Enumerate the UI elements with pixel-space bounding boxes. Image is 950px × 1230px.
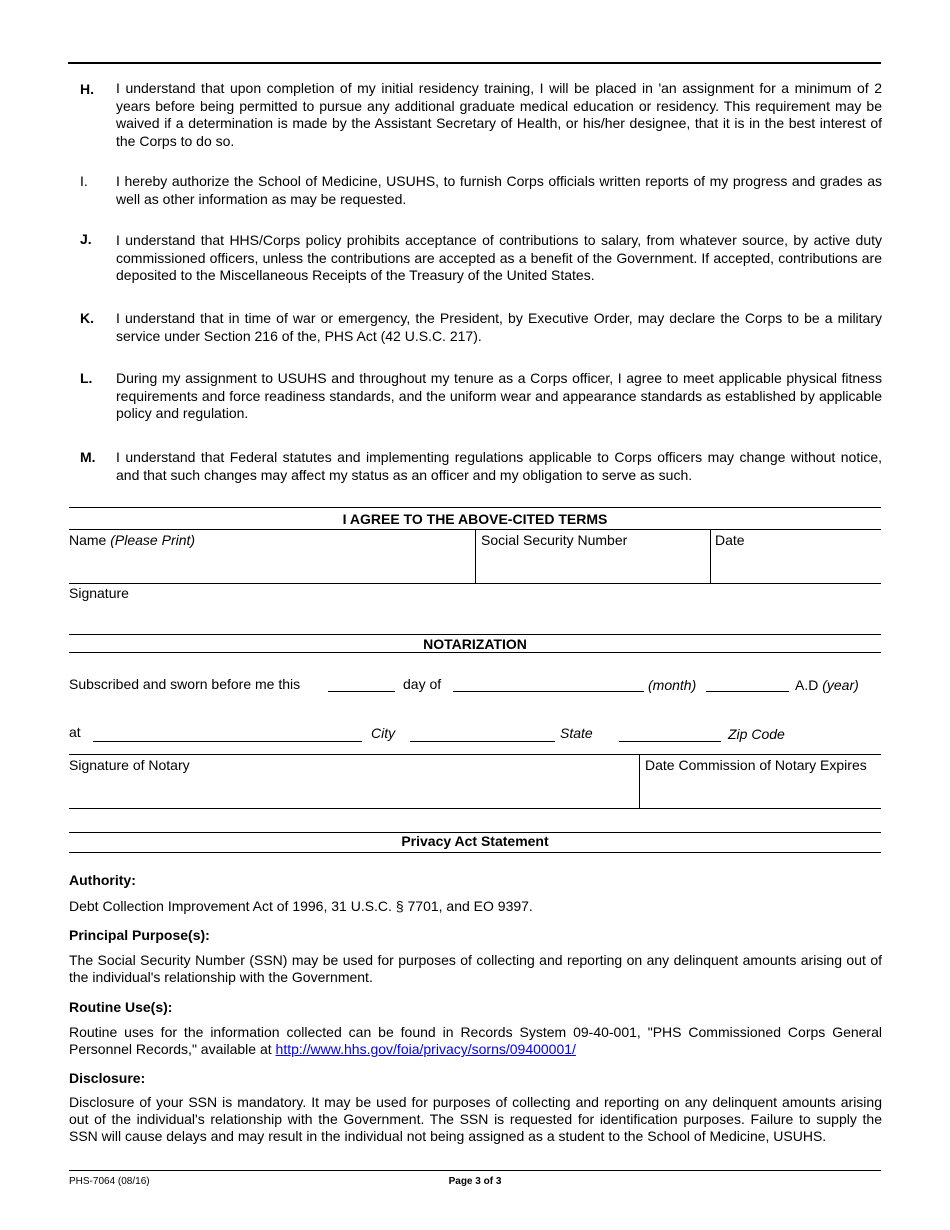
notarization-top-rule [69, 634, 881, 635]
item-text-j: I understand that HHS/Corps policy prohibits acceptance of contributions to salary, from whatever source, by active duty commissioned officers, unless the contributions are accepted as a benefit of the Government. If accepted, contributions are deposited to the Miscellaneous Receipts of the Treasury of the United States. [116, 232, 882, 284]
month-blank[interactable] [453, 691, 644, 692]
agree-heading: I AGREE TO THE ABOVE-CITED TERMS [342, 511, 608, 527]
item-letter-l: L. [80, 370, 93, 386]
page-number: Page 3 of 3 [448, 1176, 502, 1187]
item-text-l: During my assignment to USUHS and throughout my tenure as a Corps officer, I agree to meet applicable physical fitness requirements and force readiness standards, and the uniform wear and appearance standards as established by applicable policy and regulation. [116, 370, 882, 422]
agree-top-rule [69, 507, 881, 508]
disclosure-text: Disclosure of your SSN is mandatory. It may be used for purposes of collecting and reporting on any delinquent amounts arising out of the individual's relationship with the Government. The SSN is requested for identification purposes. Failure to supply the SSN will cause delays and may result in the individual not being assigned as a student to the School of Medicine, USUHS. [69, 1094, 882, 1145]
name-label: Name [69, 532, 107, 548]
sworn-text: Subscribed and sworn before me this [69, 676, 301, 692]
authority-heading: Authority: [69, 872, 136, 888]
disclosure-heading: Disclosure: [69, 1070, 146, 1086]
name-hint: (Please Print) [110, 532, 196, 548]
routine-heading: Routine Use(s): [69, 999, 173, 1015]
notary-signature-field[interactable] [69, 775, 638, 807]
ad-label: A.D [795, 677, 819, 693]
state-label: State [560, 725, 593, 741]
item-text-k: I understand that in time of war or emergency, the President, by Executive Order, may declare the Corps to be a military service under Section 216 of the, PHS Act (42 U.S.C. 217). [116, 310, 882, 344]
signature-label: Signature [69, 585, 129, 601]
date-field[interactable] [711, 550, 881, 582]
name-label-group [69, 532, 195, 548]
ssn-label: Social Security Number [481, 532, 628, 548]
item-text-h: I understand that upon completion of my initial residency training, I will be placed in 'an assignment for a minimum of 2 years before being permitted to pursue any additional graduate medical education or residency. This requirement may be waived if a determination is made by the Assistant Secretary of Health, or his/her designee, that it is in the best interest of the Corps to do so. [116, 80, 882, 149]
commission-expires-field[interactable] [640, 775, 881, 807]
purpose-heading: Principal Purpose(s): [69, 927, 210, 943]
at-label: at [69, 724, 81, 740]
day-blank[interactable] [328, 691, 395, 692]
item-letter-k: K. [80, 310, 94, 326]
privacy-heading: Privacy Act Statement [401, 833, 549, 849]
form-id: PHS-7064 (08/16) [69, 1176, 150, 1187]
item-letter-i: I. [80, 173, 88, 189]
signature-field[interactable] [69, 603, 881, 633]
item-letter-j: J. [80, 231, 92, 247]
notary-row-rule [69, 754, 881, 755]
date-label: Date [715, 532, 745, 548]
year-blank[interactable] [706, 691, 789, 692]
sorn-link[interactable]: http://www.hhs.gov/foia/privacy/sorns/09400001/ [275, 1041, 576, 1058]
city-label: City [371, 725, 396, 741]
ssn-field[interactable] [476, 550, 709, 582]
zip-blank[interactable] [619, 741, 721, 742]
zip-label: Zip Code [728, 726, 785, 742]
name-field[interactable] [69, 550, 474, 582]
year-label: (year) [822, 677, 859, 693]
notarization-heading-rule [69, 652, 881, 653]
item-text-m: I understand that Federal statutes and implementing regulations applicable to Corps officers may change without notice, and that such changes may affect my status as an officer and my obligation to serve as such. [116, 449, 882, 483]
city-blank[interactable] [93, 741, 362, 742]
notary-signature-label: Signature of Notary [69, 757, 190, 773]
item-text-i: I hereby authorize the School of Medicine, USUHS, to furnish Corps officials written reports of my progress and grades as well as other information as may be requested. [116, 173, 882, 207]
state-blank[interactable] [410, 741, 555, 742]
day-of-label: day of [403, 676, 442, 692]
top-rule [68, 62, 881, 64]
purpose-text: The Social Security Number (SSN) may be used for purposes of collecting and reporting on any delinquent amounts arising out of the individual's relationship with the Government. [69, 952, 882, 986]
item-letter-m: M. [80, 449, 96, 465]
authority-text: Debt Collection Improvement Act of 1996, 31 U.S.C. § 7701, and EO 9397. [69, 898, 533, 914]
ad-year-label [795, 677, 859, 693]
notary-bottom-rule [69, 808, 881, 809]
month-label: (month) [648, 677, 697, 693]
routine-paragraph [69, 1024, 882, 1058]
routine-text: Routine uses for the information collected can be found in Records System 09-40-001, "PHS Commissioned Corps General Personnel Records," available at [69, 1024, 882, 1058]
footer-rule [69, 1170, 881, 1171]
privacy-heading-rule [69, 852, 881, 853]
notarization-heading: NOTARIZATION [423, 636, 527, 652]
commission-expires-label: Date Commission of Notary Expires [645, 757, 867, 773]
item-letter-h: H. [80, 81, 94, 97]
agree-row-rule [69, 583, 881, 584]
